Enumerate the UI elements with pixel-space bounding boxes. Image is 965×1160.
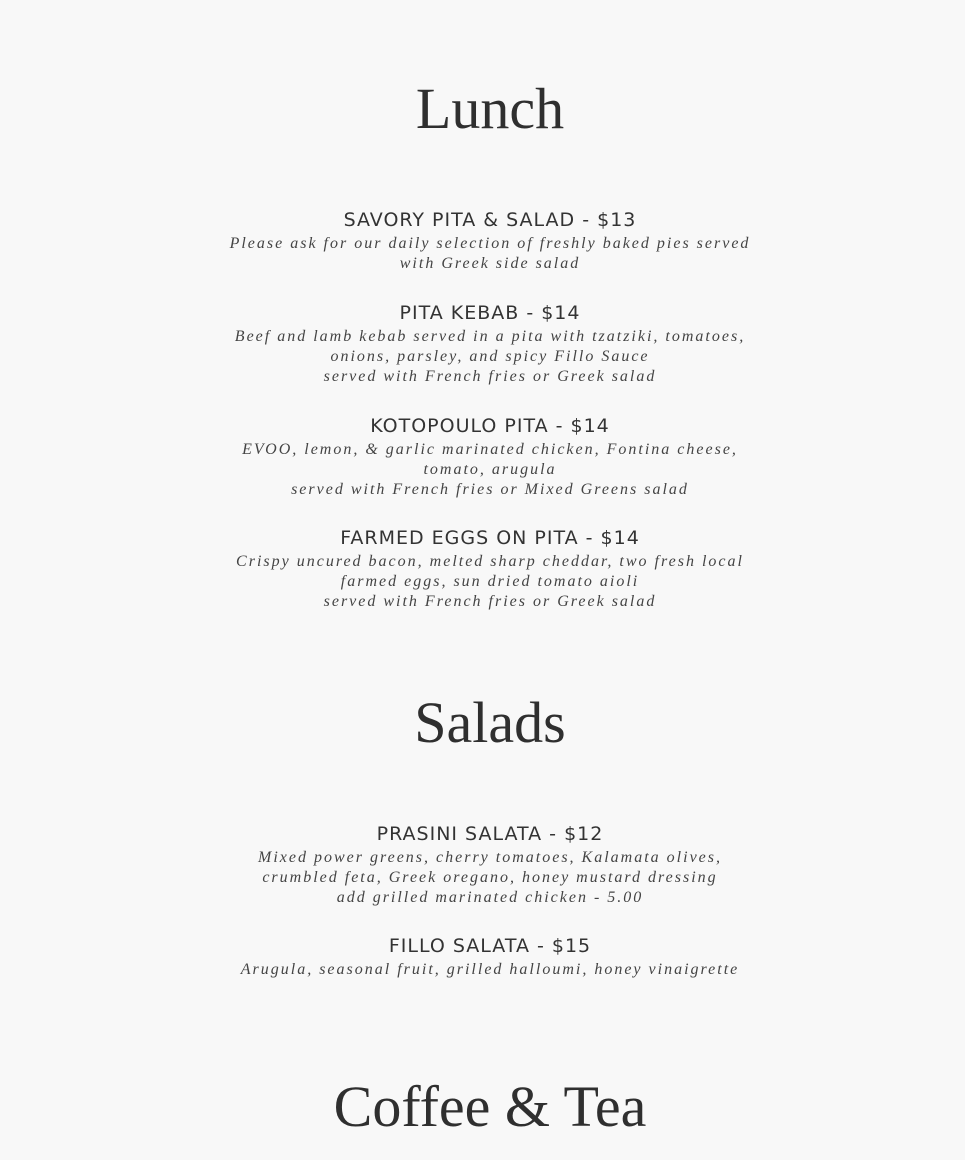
item-description [225,552,755,612]
item-description [225,327,755,387]
description-line: farmed eggs, sun dried tomato aioli [340,573,640,590]
item-description [225,234,755,274]
menu-item-fillo-salata [225,933,755,980]
description-line: Crispy uncured bacon, melted sharp cheddar, two fresh local [236,553,744,570]
item-name: PITA KEBAB - $14 [399,302,581,324]
item-description [225,848,755,908]
description-line: EVOO, lemon, & garlic marinated chicken, Fontina cheese, [242,441,738,458]
menu-item-prasini-salata [225,821,755,908]
item-name: FILLO SALATA - $15 [388,935,592,957]
item-name: FARMED EGGS ON PITA - $14 [340,527,640,549]
description-line: Please ask for our daily selection of freshly baked pies served [229,235,751,252]
item-name: PRASINI SALATA - $12 [376,823,604,845]
item-name: SAVORY PITA & SALAD - $13 [343,209,637,231]
description-line: Beef and lamb kebab served in a pita with tzatziki, tomatoes, [234,328,746,345]
menu-item-pita-kebab [225,300,755,387]
section-title-lunch: Lunch [415,76,565,141]
item-description [225,440,755,500]
description-line: Mixed power greens, cherry tomatoes, Kalamata olives, [257,849,722,866]
description-line: served with French fries or Greek salad [323,593,657,610]
description-line: onions, parsley, and spicy Fillo Sauce [330,348,650,365]
section-title-salads: Salads [414,690,566,755]
description-line: served with French fries or Greek salad [323,368,657,385]
item-description [225,960,755,980]
menu-item-kotopoulo-pita [225,413,755,500]
menu-item-farmed-eggs-on-pita [225,525,755,612]
description-line: Arugula, seasonal fruit, grilled halloumi, honey vinaigrette [240,961,740,978]
menu-item-savory-pita-salad [225,207,755,274]
description-line: served with French fries or Mixed Greens salad [291,481,689,498]
description-line: add grilled marinated chicken - 5.00 [336,889,644,906]
description-line: with Greek side salad [399,255,581,272]
description-line: crumbled feta, Greek oregano, honey mustard dressing [262,869,718,886]
item-name: KOTOPOULO PITA - $14 [370,415,610,437]
section-title-coffee-tea: Coffee & Tea [333,1074,647,1139]
description-line: tomato, arugula [423,461,557,478]
